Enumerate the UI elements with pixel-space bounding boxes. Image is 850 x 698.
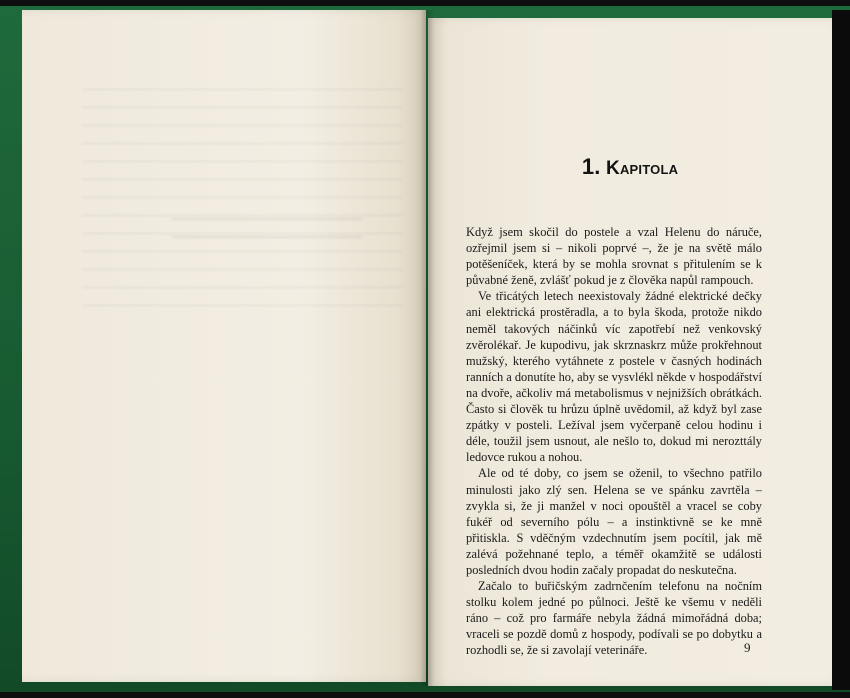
chapter-text bbox=[466, 224, 762, 659]
paragraph: Začalo to buřičským zadrnčením telefonu na nočním stolku kolem jedné po půlnoci. Ještě ke všemu v neděli ráno – což pro farmáře nebyla žádná mimořádná doba; vraceli se pozdě domů z hospody, podívali se po dobytku a rozhodli se, že si zavolají veterináře. bbox=[466, 579, 762, 658]
paragraph: Ve třicátých letech neexistovaly žádné elektrické dečky ani elektrická prostěradla, a to byla škoda, protože nikdo neměl takových náčinků víc zapotřebí než venkovský zvěrolékař. Je kupodivu, jak skrznaskrz může prokřehnout mužský, kterého vytáhnete z postele v časných hodinách ranních a donutíte ho, aby se vysvlékl někde v hospodářství na dvoře, ačkoliv má metabolismus v nejnižších obrátkách. Často si člověk tu hrůzu úplně uvědomil, až když byl zase zpátky v posteli. Ležíval jsem vyčerpaně celou hodinu i déle, toužil jsem usnout, ale nešlo to, dokud mi nerozttály ledovce rukou a nohou. bbox=[466, 289, 762, 465]
chapter-title bbox=[428, 154, 832, 180]
chapter-word: Kapitola bbox=[606, 158, 679, 179]
paragraph: Když jsem skočil do postele a vzal Helenu do náruče, ozřejmil jsem si – nikoli poprvé –, že je na světě málo potěšeníček, která by se mohla srovnat s přitulením se k půvabné ženě, zvlášť pokud je z člověka napůl rampouch. bbox=[466, 225, 762, 288]
chapter-number: 1. bbox=[581, 154, 601, 179]
show-through-dedication bbox=[172, 210, 362, 246]
book-gutter bbox=[420, 10, 434, 686]
left-page bbox=[22, 10, 426, 682]
show-through-text bbox=[82, 80, 402, 320]
paragraph: Ale od té doby, co jsem se oženil, to všechno patřilo minulosti jako zlý sen. Helena se ve spánku zavrtěla – zvykla si, že ji manžel v noci opouštěl a vracel se coby fukéř od severního pólu – a instinktivně se ke mně přitiskla. S vděčným vzdechnutím jsem pocítil, jak mě zalévá požehnané teplo, a téměř okamžitě se události posledních dvou hodin začaly propadat do neskutečna. bbox=[466, 466, 762, 577]
book-edge-shadow bbox=[832, 10, 850, 690]
page-number: 9 bbox=[744, 640, 751, 655]
